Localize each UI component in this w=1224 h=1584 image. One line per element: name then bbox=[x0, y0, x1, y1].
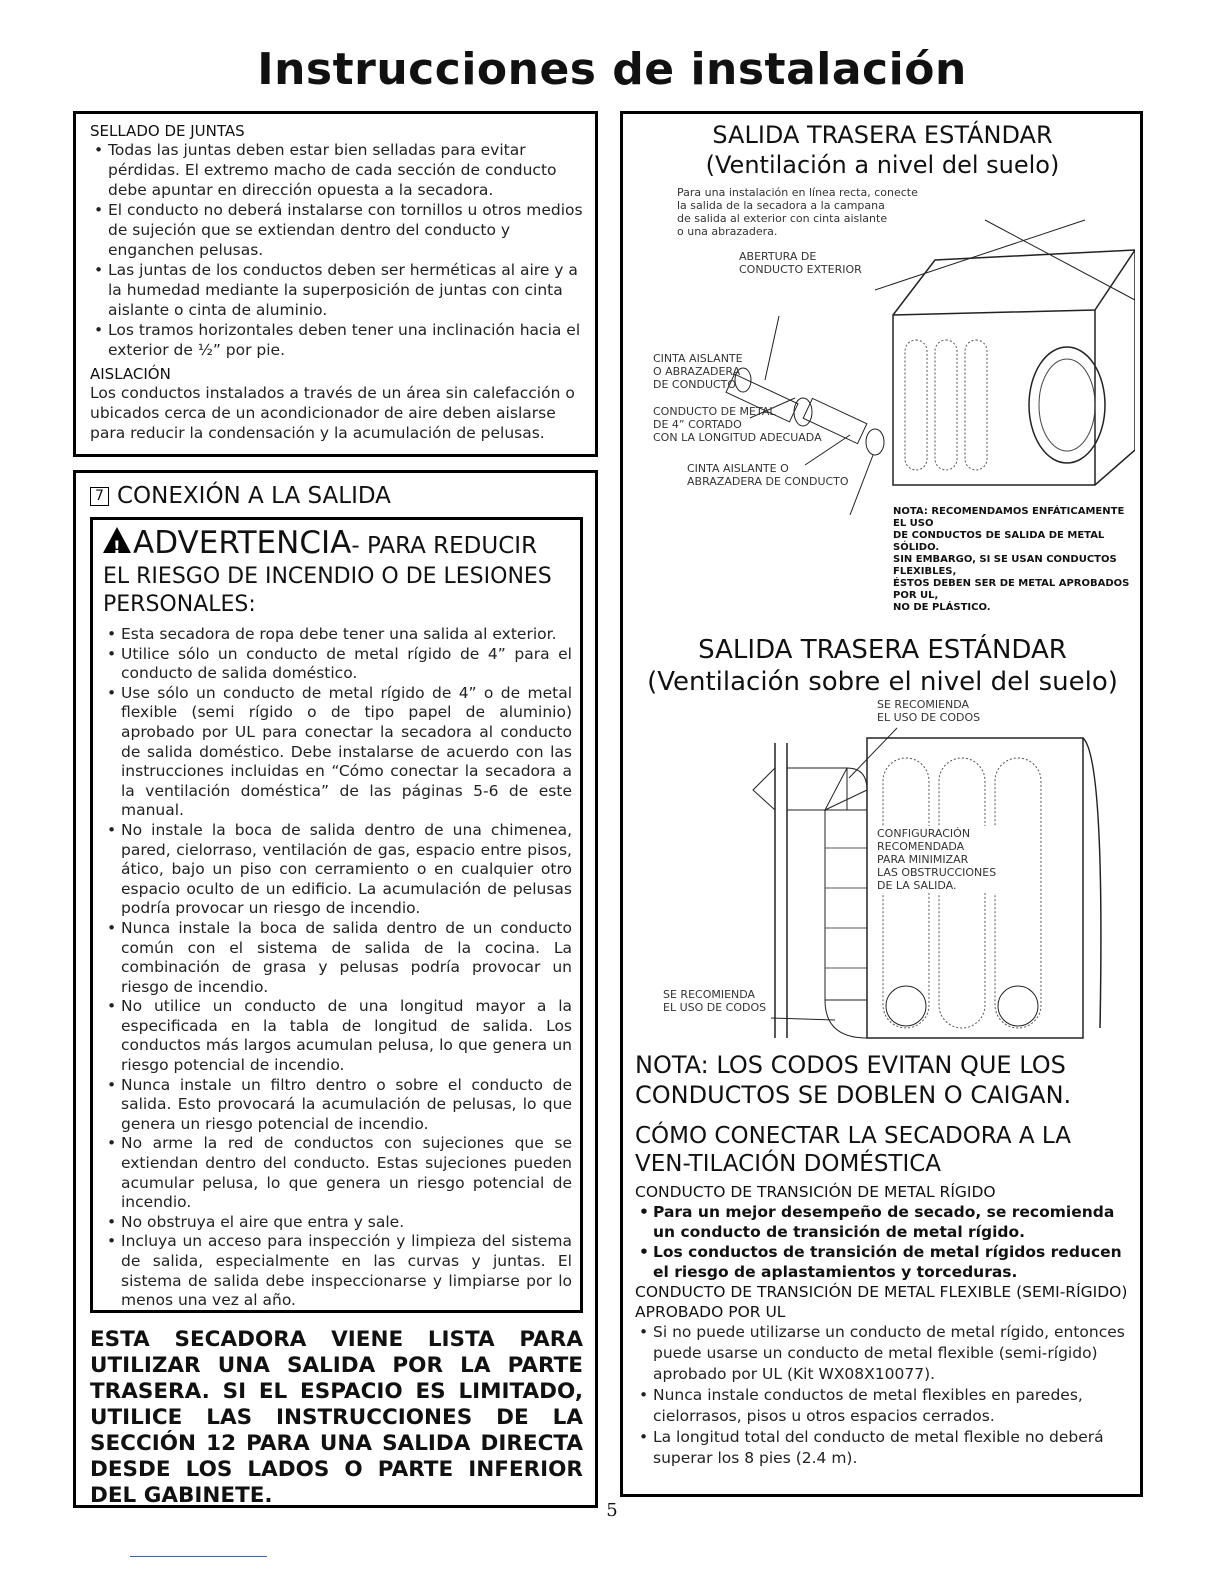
page-number: 5 bbox=[606, 1500, 618, 1521]
label-line: DE 4” CORTADO bbox=[653, 418, 742, 431]
list-item: • Si no puede utilizarse un conducto de metal rígido, entonces puede usarse un conducto de metal flexible (semi-rígido) aprobado por UL (Kit WX08X10077). bbox=[635, 1322, 1130, 1385]
label-abertura bbox=[739, 250, 862, 276]
aislacion-heading: AISLACIÓN bbox=[90, 365, 171, 383]
diagram1-intro-line: la salida de la secadora a la campana bbox=[677, 199, 885, 212]
warning-title bbox=[103, 526, 572, 563]
label-line: DE LA SALIDA. bbox=[877, 879, 957, 892]
diagram-ground-level bbox=[635, 180, 1135, 613]
list-item: • Nunca instale conductos de metal flexibles en paredes, cielorrasos, pisos u otros espacios cerrados. bbox=[635, 1385, 1130, 1427]
nota-line: NOTA: RECOMENDAMOS ENFÁTICAMENTE EL USO bbox=[893, 506, 1125, 529]
list-item: • Los conductos de transición de metal rígidos reducen el riesgo de aplastamientos y torceduras. bbox=[635, 1242, 1130, 1282]
rigid-heading: CONDUCTO DE TRANSICIÓN DE METAL RÍGIDO bbox=[635, 1183, 996, 1201]
diagram1-intro-line: Para una instalación en línea recta, conecte bbox=[677, 186, 918, 199]
label-line: ABRAZADERA DE CONDUCTO bbox=[687, 475, 849, 488]
page-title: Instrucciones de instalación bbox=[257, 44, 967, 95]
step-number: 7 bbox=[90, 487, 109, 506]
label-line: CONFIGURACIÓN bbox=[877, 827, 971, 840]
list-item: • No instale la boca de salida dentro de una chimenea, pared, cielorraso, ventilación de gas, espacio entre pisos, ático, bajo un piso con cerramiento o en cualquier otro espacio oculto de un edificio. La acumulación de pelusas podría provocar un riesgo de incendio. bbox=[103, 821, 572, 919]
warning-box bbox=[90, 517, 583, 1313]
list-item: • Utilice sólo un conducto de metal rígido de 4” para el conducto de salida doméstico. bbox=[103, 645, 572, 684]
list-item: • Nunca instale la boca de salida dentro de un conducto común con el sistema de salida de la cocina. La combinación de grasa y pelusas podría provocar un riesgo de incendio. bbox=[103, 919, 572, 997]
warning-word: ADVERTENCIA bbox=[133, 525, 352, 561]
label-line: PARA MINIMIZAR bbox=[877, 853, 969, 866]
list-item: • Todas las juntas deben estar bien selladas para evitar pérdidas. El extremo macho de cada sección de conducto debe apuntar en dirección opuesta a la secadora. bbox=[90, 140, 583, 200]
label-config bbox=[875, 826, 998, 893]
label-line: O ABRAZADERA bbox=[653, 365, 741, 378]
diagram1-intro bbox=[677, 186, 918, 238]
list-item: • Use sólo un conducto de metal rígido de 4” o de metal flexible (semi rígido o de tipo papel de aluminio) aprobado por UL para conectar la secadora al conducto de salida doméstico. Debe instalarse de acuerdo con las instrucciones incluidas en “Cómo conectar la secadora a la ventilación doméstica” de las páginas 5-6 de este manual. bbox=[103, 684, 572, 821]
sellado-heading: SELLADO DE JUNTAS bbox=[90, 122, 245, 140]
nota-line: NO DE PLÁSTICO. bbox=[893, 602, 991, 613]
list-item: • Nunca instale un filtro dentro o sobre el conducto de salida. Esto provocará la acumulación de pelusas, lo que genera un riesgo potencial de incendio. bbox=[103, 1076, 572, 1135]
label-line: CINTA AISLANTE bbox=[653, 352, 743, 365]
diagram1-intro-line: de salida al exterior con cinta aislante bbox=[677, 212, 888, 225]
title2-line1: SALIDA TRASERA ESTÁNDAR bbox=[698, 635, 1067, 665]
label-codos-bottom bbox=[663, 988, 766, 1014]
aislacion-text: Los conductos instalados a través de un área sin calefacción o ubicados cerca de un acondicionador de aire deben aislarse para reducir la condensación y la acumulación de pelusas. bbox=[90, 384, 575, 442]
warning-subtitle: EL RIESGO DE INCENDIO O DE LESIONES PERSONALES: bbox=[103, 564, 552, 617]
label-line: CINTA AISLANTE O bbox=[687, 462, 789, 475]
list-item: • Para un mejor desempeño de secado, se recomienda un conducto de transición de metal rígido. bbox=[635, 1202, 1130, 1242]
conexion-heading-row bbox=[90, 483, 583, 509]
label-line: EL USO DE CODOS bbox=[663, 1001, 767, 1014]
label-line: SE RECOMIENDA bbox=[663, 988, 756, 1001]
list-item: • El conducto no deberá instalarse con tornillos u otros medios de sujeción que se extiendan dentro del conducto y enganchen pelusas. bbox=[90, 200, 583, 260]
salida-trasera-section bbox=[620, 111, 1143, 1497]
flex-heading: CONDUCTO DE TRANSICIÓN DE METAL FLEXIBLE (SEMI-RÍGIDO) APROBADO POR UL bbox=[635, 1283, 1128, 1321]
label-line: RECOMENDADA bbox=[877, 840, 965, 853]
nota-line: DE CONDUCTOS DE SALIDA DE METAL SÓLIDO. bbox=[893, 530, 1105, 553]
label-codos-top bbox=[877, 698, 980, 724]
list-item: • No utilice un conducto de una longitud mayor a la especificada en la tabla de longitud de salida. Los conductos más largos acumulan pelusa, lo que genera un riesgo potencial de incendio. bbox=[103, 997, 572, 1075]
list-item: • Esta secadora de ropa debe tener una salida al exterior. bbox=[103, 625, 572, 645]
conexion-section bbox=[73, 470, 598, 1508]
elbow-note: NOTA: LOS CODOS EVITAN QUE LOS CONDUCTOS SE DOBLEN O CAIGAN. bbox=[635, 1051, 1072, 1109]
list-item: • La longitud total del conducto de metal flexible no deberá superar los 8 pies (2.4 m). bbox=[635, 1427, 1130, 1469]
label-cinta2 bbox=[687, 462, 849, 488]
label-line: DE CONDUCTO bbox=[653, 378, 737, 391]
list-item: • Incluya un acceso para inspección y limpieza del sistema de salida, especialmente en las curvas y juntas. El sistema de salida debe inspeccionarse y limpiarse por lo menos una vez al año. bbox=[103, 1232, 572, 1310]
diagram1-intro-line: o una abrazadera. bbox=[677, 225, 778, 238]
title1-line2: (Ventilación a nivel del suelo) bbox=[705, 151, 1060, 179]
label-line: CON LA LONGITUD ADECUADA bbox=[653, 431, 822, 444]
label-line: ABERTURA DE bbox=[739, 250, 817, 263]
list-item: • No obstruya el aire que entra y sale. bbox=[103, 1213, 572, 1233]
conexion-heading: CONEXIÓN A LA SALIDA bbox=[117, 483, 391, 509]
title1-line1: SALIDA TRASERA ESTÁNDAR bbox=[712, 121, 1053, 149]
sellado-list bbox=[90, 140, 583, 360]
label-line: CONDUCTO EXTERIOR bbox=[739, 263, 862, 276]
label-line: CONDUCTO DE METAL bbox=[653, 405, 776, 418]
diagram1-nota bbox=[893, 506, 1135, 614]
footer-rule bbox=[130, 1556, 267, 1557]
nota-line: SIN EMBARGO, SI SE USAN CONDUCTOS FLEXIBLES, bbox=[893, 554, 1117, 577]
como-conectar-heading: CÓMO CONECTAR LA SECADORA A LA VEN-TILACIÓN DOMÉSTICA bbox=[635, 1123, 1072, 1177]
title2-line2: (Ventilación sobre el nivel del suelo) bbox=[647, 667, 1118, 697]
list-item: • No arme la red de conductos con sujeciones que se extiendan dentro del conducto. Estas sujeciones pueden acumular pelusa, lo que genera un riesgo potencial de incendio. bbox=[103, 1134, 572, 1212]
rigid-list bbox=[635, 1202, 1130, 1282]
label-line: SE RECOMIENDA bbox=[877, 698, 970, 711]
rear-exhaust-note: ESTA SECADORA VIENE LISTA PARA UTILIZAR UNA SALIDA POR LA PARTE TRASERA. SI EL ESPACIO ES LIMITADO, UTILICE LAS INSTRUCCIONES DE LA SECCIÓN 12 PARA UNA SALIDA DIRECTA DESDE LOS LADOS O PARTE INFERIOR DEL GABINETE. bbox=[90, 1327, 583, 1508]
list-item: • Los tramos horizontales deben tener una inclinación hacia el exterior de ½” por pie. bbox=[90, 320, 583, 360]
warning-list bbox=[103, 625, 572, 1311]
sellado-section bbox=[73, 111, 598, 457]
flex-list bbox=[635, 1322, 1130, 1469]
label-line: LAS OBSTRUCCIONES bbox=[877, 866, 997, 879]
warning-tail: - PARA REDUCIR bbox=[351, 533, 538, 559]
diagram-above-ground bbox=[635, 698, 1135, 1046]
list-item: • Las juntas de los conductos deben ser herméticas al aire y a la humedad mediante la superposición de juntas con cinta aislante o cinta de aluminio. bbox=[90, 260, 583, 320]
label-cinta bbox=[653, 352, 743, 391]
label-line: EL USO DE CODOS bbox=[877, 711, 981, 724]
label-conducto bbox=[653, 405, 822, 444]
warning-triangle-icon bbox=[103, 527, 131, 553]
nota-line: ÉSTOS DEBEN SER DE METAL APROBADOS POR UL, bbox=[893, 578, 1130, 601]
